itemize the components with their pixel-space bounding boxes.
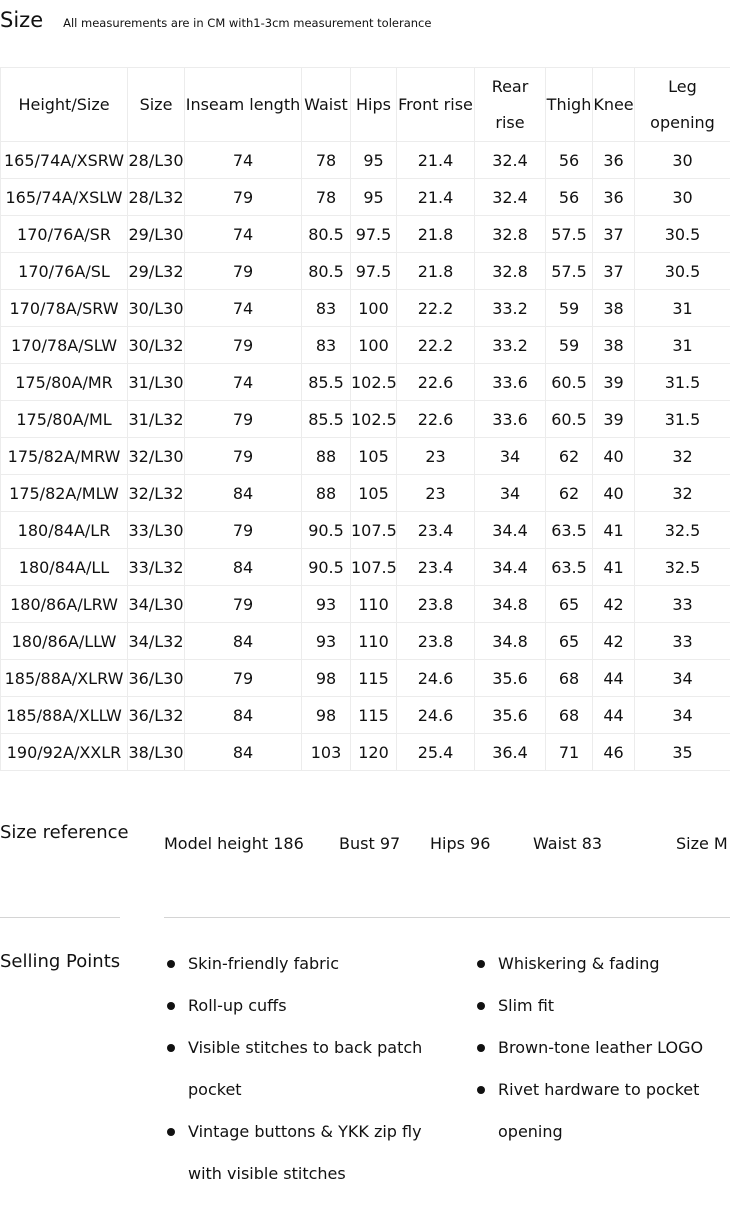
selling-point-item: Vintage buttons & YKK zip fly with visible stitches [164,1111,454,1195]
table-cell: 97.5 [351,253,397,290]
model-height: Model height 186 [164,834,304,853]
table-cell: 23.8 [397,586,475,623]
table-cell: 115 [351,697,397,734]
table-cell: 90.5 [302,549,351,586]
table-row [1,438,730,475]
table-cell: 35 [635,734,730,771]
selling-points-right-list [474,943,724,1153]
table-cell: 23.4 [397,512,475,549]
table-cell: 30/L30 [128,290,185,327]
table-cell: 110 [351,623,397,660]
size-header [0,8,431,40]
table-cell: 33.6 [475,364,546,401]
table-row [1,253,730,290]
table-cell: 180/86A/LRW [1,586,128,623]
table-cell: 175/82A/MLW [1,475,128,512]
table-body [1,142,730,771]
table-cell: 57.5 [546,253,593,290]
table-cell: 32.4 [475,179,546,216]
table-cell: 180/84A/LL [1,549,128,586]
table-cell: 28/L30 [128,142,185,179]
column-header: Front rise [397,68,475,142]
table-cell: 79 [185,327,302,364]
table-cell: 79 [185,512,302,549]
table-row [1,475,730,512]
model-hips: Hips 96 [430,834,491,853]
table-cell: 32/L30 [128,438,185,475]
table-cell: 84 [185,549,302,586]
table-row [1,549,730,586]
table-cell: 35.6 [475,697,546,734]
table-cell: 30.5 [635,216,730,253]
table-cell: 110 [351,586,397,623]
size-chart-table [0,67,730,771]
table-cell: 100 [351,290,397,327]
table-cell: 68 [546,697,593,734]
table-cell: 170/78A/SRW [1,290,128,327]
column-header: Size [128,68,185,142]
table-cell: 165/74A/XSRW [1,142,128,179]
table-cell: 44 [593,660,635,697]
table-cell: 38 [593,290,635,327]
table-cell: 190/92A/XXLR [1,734,128,771]
table-cell: 30.5 [635,253,730,290]
column-header: Hips [351,68,397,142]
table-cell: 105 [351,438,397,475]
table-cell: 65 [546,586,593,623]
table-cell: 33 [635,586,730,623]
measurement-note: All measurements are in CM with1-3cm measurement tolerance [63,16,432,30]
table-cell: 36 [593,179,635,216]
table-cell: 84 [185,697,302,734]
table-cell: 31.5 [635,401,730,438]
table-row [1,623,730,660]
selling-point-item: Rivet hardware to pocket opening [474,1069,724,1153]
table-cell: 36/L30 [128,660,185,697]
table-cell: 41 [593,512,635,549]
table-cell: 40 [593,475,635,512]
table-cell: 21.8 [397,216,475,253]
table-row [1,660,730,697]
table-cell: 68 [546,660,593,697]
table-cell: 93 [302,586,351,623]
table-cell: 88 [302,438,351,475]
table-cell: 34.4 [475,549,546,586]
table-cell: 60.5 [546,364,593,401]
table-cell: 97.5 [351,216,397,253]
table-cell: 71 [546,734,593,771]
table-cell: 46 [593,734,635,771]
table-cell: 62 [546,475,593,512]
table-cell: 78 [302,142,351,179]
table-cell: 22.6 [397,364,475,401]
table-cell: 63.5 [546,549,593,586]
table-cell: 31.5 [635,364,730,401]
table-cell: 79 [185,179,302,216]
table-row [1,142,730,179]
table-cell: 22.2 [397,327,475,364]
table-cell: 32/L32 [128,475,185,512]
column-header: Waist [302,68,351,142]
table-cell: 56 [546,142,593,179]
table-cell: 23.4 [397,549,475,586]
table-cell: 42 [593,623,635,660]
table-cell: 34 [635,697,730,734]
table-cell: 180/86A/LLW [1,623,128,660]
table-row [1,327,730,364]
table-cell: 107.5 [351,549,397,586]
table-cell: 31/L32 [128,401,185,438]
table-cell: 36.4 [475,734,546,771]
table-cell: 24.6 [397,697,475,734]
table-cell: 79 [185,401,302,438]
table-cell: 34 [475,475,546,512]
table-row [1,734,730,771]
table-cell: 100 [351,327,397,364]
table-cell: 57.5 [546,216,593,253]
table-cell: 65 [546,623,593,660]
table-cell: 21.4 [397,179,475,216]
table-cell: 84 [185,623,302,660]
table-cell: 37 [593,253,635,290]
table-row [1,179,730,216]
table-cell: 90.5 [302,512,351,549]
table-cell: 98 [302,697,351,734]
table-cell: 22.2 [397,290,475,327]
table-cell: 35.6 [475,660,546,697]
table-cell: 74 [185,290,302,327]
table-cell: 79 [185,660,302,697]
table-cell: 79 [185,586,302,623]
table-cell: 33.6 [475,401,546,438]
table-cell: 78 [302,179,351,216]
table-cell: 32 [635,438,730,475]
table-row [1,216,730,253]
table-cell: 44 [593,697,635,734]
table-cell: 33 [635,623,730,660]
table-cell: 105 [351,475,397,512]
table-cell: 32.5 [635,549,730,586]
divider-left [0,917,120,918]
table-cell: 74 [185,142,302,179]
table-cell: 102.5 [351,364,397,401]
table-cell: 25.4 [397,734,475,771]
column-header: Rear rise [475,68,546,142]
table-cell: 62 [546,438,593,475]
table-cell: 107.5 [351,512,397,549]
table-cell: 79 [185,438,302,475]
table-cell: 80.5 [302,216,351,253]
table-cell: 32.8 [475,216,546,253]
table-cell: 31 [635,327,730,364]
table-cell: 33.2 [475,290,546,327]
table-cell: 23 [397,475,475,512]
table-cell: 103 [302,734,351,771]
table-cell: 175/80A/MR [1,364,128,401]
table-cell: 84 [185,475,302,512]
table-cell: 34 [635,660,730,697]
table-cell: 175/80A/ML [1,401,128,438]
table-cell: 88 [302,475,351,512]
table-cell: 34.4 [475,512,546,549]
table-cell: 23.8 [397,623,475,660]
table-cell: 38 [593,327,635,364]
table-cell: 32.8 [475,253,546,290]
table-cell: 95 [351,142,397,179]
table-cell: 60.5 [546,401,593,438]
table-cell: 56 [546,179,593,216]
table-cell: 63.5 [546,512,593,549]
table-cell: 31 [635,290,730,327]
table-cell: 79 [185,253,302,290]
selling-point-item: Brown-tone leather LOGO [474,1027,724,1069]
table-cell: 84 [185,734,302,771]
table-cell: 33/L30 [128,512,185,549]
table-cell: 22.6 [397,401,475,438]
selling-point-item: Visible stitches to back patch pocket [164,1027,454,1111]
table-cell: 185/88A/XLLW [1,697,128,734]
table-cell: 170/76A/SL [1,253,128,290]
table-cell: 180/84A/LR [1,512,128,549]
table-cell: 41 [593,549,635,586]
model-waist: Waist 83 [533,834,603,853]
table-cell: 85.5 [302,401,351,438]
selling-point-item: Skin-friendly fabric [164,943,454,985]
table-cell: 74 [185,216,302,253]
table-cell: 29/L30 [128,216,185,253]
table-cell: 83 [302,290,351,327]
selling-points-left-list [164,943,454,1195]
table-cell: 30 [635,179,730,216]
table-cell: 33/L32 [128,549,185,586]
table-cell: 37 [593,216,635,253]
table-header-row [1,68,730,142]
table-cell: 85.5 [302,364,351,401]
table-cell: 30 [635,142,730,179]
table-cell: 40 [593,438,635,475]
size-title: Size [0,8,44,32]
table-cell: 39 [593,364,635,401]
table-cell: 80.5 [302,253,351,290]
table-cell: 30/L32 [128,327,185,364]
table-cell: 32.4 [475,142,546,179]
table-row [1,512,730,549]
table-row [1,401,730,438]
table-cell: 21.4 [397,142,475,179]
table-cell: 170/78A/SLW [1,327,128,364]
table-cell: 42 [593,586,635,623]
table-cell: 34/L32 [128,623,185,660]
table-cell: 34.8 [475,586,546,623]
table-row [1,586,730,623]
table-cell: 34/L30 [128,586,185,623]
selling-point-item: Whiskering & fading [474,943,724,985]
table-cell: 120 [351,734,397,771]
table-row [1,364,730,401]
column-header: Height/Size [1,68,128,142]
table-cell: 31/L30 [128,364,185,401]
table-cell: 39 [593,401,635,438]
table-cell: 170/76A/SR [1,216,128,253]
table-cell: 36/L32 [128,697,185,734]
table-cell: 21.8 [397,253,475,290]
table-cell: 33.2 [475,327,546,364]
table-cell: 24.6 [397,660,475,697]
table-cell: 98 [302,660,351,697]
table-cell: 28/L32 [128,179,185,216]
column-header: Leg opening [635,68,730,142]
table-cell: 32.5 [635,512,730,549]
table-cell: 102.5 [351,401,397,438]
model-bust: Bust 97 [339,834,401,853]
table-cell: 32 [635,475,730,512]
selling-point-item: Roll-up cuffs [164,985,454,1027]
table-cell: 59 [546,290,593,327]
column-header: Inseam length [185,68,302,142]
column-header: Thigh [546,68,593,142]
selling-points-label: Selling Points [0,951,121,972]
table-row [1,290,730,327]
table-cell: 165/74A/XSLW [1,179,128,216]
table-cell: 185/88A/XLRW [1,660,128,697]
selling-point-item: Slim fit [474,985,724,1027]
table-cell: 29/L32 [128,253,185,290]
model-size: Size M [676,834,728,853]
table-cell: 34 [475,438,546,475]
divider-right [164,917,730,918]
table-cell: 175/82A/MRW [1,438,128,475]
table-cell: 95 [351,179,397,216]
table-cell: 23 [397,438,475,475]
column-header: Knee [593,68,635,142]
table-cell: 83 [302,327,351,364]
table-cell: 36 [593,142,635,179]
size-reference-label: Size reference [0,822,129,843]
table-cell: 59 [546,327,593,364]
table-cell: 93 [302,623,351,660]
table-cell: 74 [185,364,302,401]
table-cell: 115 [351,660,397,697]
table-cell: 34.8 [475,623,546,660]
table-row [1,697,730,734]
table-cell: 38/L30 [128,734,185,771]
